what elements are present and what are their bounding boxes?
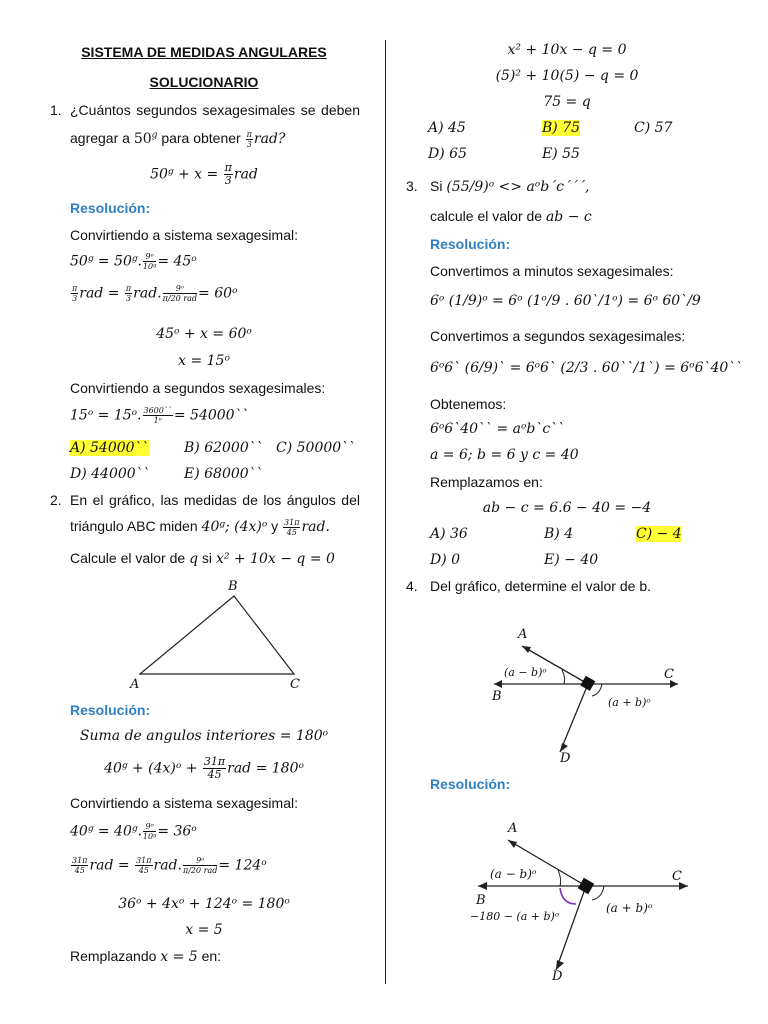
q1-line4: x = 15ᵒ <box>178 353 230 369</box>
q2-step5: 36ᵒ + 4xᵒ + 124ᵒ = 180ᵒ <box>118 896 290 912</box>
left-column <box>44 38 364 1024</box>
q2-frac-den: 45 <box>286 528 297 537</box>
q2-s4a-den: 45 <box>74 866 85 875</box>
right-column <box>402 36 743 1024</box>
q4-number: 4. <box>406 578 418 594</box>
q1-l1a: 50ᵍ = 50ᵍ. <box>70 253 142 270</box>
column-divider <box>385 40 386 984</box>
q1-l2c-num: π <box>125 284 132 293</box>
q4-figure <box>482 612 702 766</box>
q1-l1b: = 45ᵒ <box>157 253 197 270</box>
q3-min-heading: Convertimos a minutos sexagesimales: <box>430 263 674 279</box>
q1-text-part: para obtener <box>161 130 241 147</box>
q2-text-line2 <box>70 518 330 537</box>
q2-s4d: rad. <box>153 857 182 874</box>
fig2-label-apb: (a + b)ᵒ <box>606 901 653 915</box>
q3-text-line1 <box>430 178 589 195</box>
q2-q-var: q <box>189 551 199 567</box>
q2-s7a: Remplazando <box>70 948 157 964</box>
q2-step2 <box>44 756 364 781</box>
q2-step1: Suma de angulos interiores = 180ᵒ <box>79 728 329 744</box>
q2-step3 <box>70 822 197 841</box>
triangle-figure <box>130 578 310 692</box>
q1-text-part: agregar a <box>70 130 130 147</box>
fig2-label-b: B <box>476 893 486 908</box>
arc-a-plus-b <box>592 684 602 696</box>
q3-option-a: A) 36 <box>430 526 468 542</box>
q2-result2: (5)² + 10(5) − q = 0 <box>495 68 639 84</box>
q1-equation: 50ᵍ + x = $\frac{\pi}{3}$ rad <box>150 161 258 187</box>
arrow-b2-icon <box>478 882 487 890</box>
fig1-label-a: A <box>518 627 528 642</box>
q1-l1f-den: 10ᵍ <box>142 262 157 271</box>
q2-result3: 75 = q <box>543 94 591 110</box>
arrow-a2-icon <box>508 840 517 848</box>
q2-s4e-num: 9ᵒ <box>183 856 217 866</box>
vertex-marker-2 <box>578 878 594 894</box>
q2-s4c-num: 31π <box>136 856 152 865</box>
q2-s7b: x = 5 <box>160 949 198 965</box>
q1-grad-sup: g <box>151 130 158 141</box>
q1-option-c: C) 50000`` <box>276 440 356 456</box>
q3-remplazamos: Remplazamos en: <box>430 474 543 490</box>
q2-s2f-den: 45 <box>207 768 222 781</box>
q1-l2a-den: 3 <box>72 294 78 303</box>
arrow-b-icon <box>494 680 502 688</box>
q2-text-line1: En el gráfico, las medidas de los ángulos del <box>70 492 360 508</box>
fig1-label-amb: (a − b)ᵒ <box>504 666 547 679</box>
q1-l5b: = 54000`` <box>173 407 249 424</box>
q3-sec-eq: 6ᵒ6` (6/9)` = 6ᵒ6` (2/3 . 60``/1`) = 6ᵒ6`40`` <box>430 360 743 376</box>
arc-apb-2 <box>592 886 604 900</box>
q2-resolucion-heading: Resolución: <box>70 702 151 718</box>
q2-text-part: Calcule el valor de <box>70 550 186 566</box>
q2-step6: x = 5 <box>185 922 223 938</box>
q2-result1: x² + 10x − q = 0 <box>507 42 627 58</box>
q3-eq5: ab − c = 6.6 − 40 = −4 <box>482 500 652 516</box>
q2-s2f-num: 31π <box>203 755 226 768</box>
q3-condition: (55/9)ᵒ <> aᵒb´c´´´, <box>446 179 590 195</box>
q2-equation: x² + 10x − q = 0 <box>215 551 335 567</box>
q1-rad-text: rad? <box>253 131 286 148</box>
q1-eq-rad: rad <box>233 166 258 183</box>
q1-l2e-num: 9ᵒ <box>163 284 197 294</box>
page-title: SISTEMA DE MEDIDAS ANGULARES <box>81 44 327 60</box>
arc-purple <box>560 888 576 904</box>
q2-step7 <box>70 948 221 965</box>
arc-a-b <box>562 670 565 684</box>
q2-s2b: rad = 180ᵒ <box>227 760 304 777</box>
q3-text-line2 <box>430 208 592 225</box>
q3-number: 3. <box>406 178 418 194</box>
q2-s2a: 40ᵍ + (4x)ᵒ + <box>104 760 198 777</box>
q1-l5f-den: 1ᵒ <box>153 416 162 425</box>
fig2-label-c: C <box>672 869 682 884</box>
fig1-label-b: B <box>492 689 502 704</box>
q1-text-line2: agregar a 50$^g$ para obtener $\frac{\pi}{3}$ rad? <box>70 130 286 149</box>
q2-option-a: A) 45 <box>428 120 466 136</box>
q2-text-part: si <box>201 550 213 566</box>
fig1-label-d: D <box>560 751 571 766</box>
q2-text-part: triángulo ABC miden <box>70 518 198 535</box>
q2-s4b: rad = <box>89 857 130 874</box>
triangle-shape <box>140 596 294 674</box>
q2-text-line3 <box>70 550 335 567</box>
fig2-label-d: D <box>552 969 563 984</box>
q3-expression: ab − c <box>545 209 592 225</box>
q2-rad-text: rad. <box>301 519 330 536</box>
q1-l2b: rad = <box>79 285 120 302</box>
q2-s3f-num: 9ᵒ <box>143 822 156 832</box>
fig1-label-apb: (a + b)ᵒ <box>608 696 651 709</box>
arrow-a-icon <box>522 646 531 653</box>
q2-conv: Convirtiendo a sistema sexagesimal: <box>70 795 298 811</box>
q2-text-part: y <box>271 518 279 535</box>
ray-d-2 <box>556 886 586 970</box>
q3-option-e: E) − 40 <box>544 552 599 568</box>
q2-s7c: en: <box>201 948 222 964</box>
fig2-label-a: A <box>508 821 518 836</box>
q3-obtenemos: Obtenemos: <box>430 396 507 412</box>
q2-step4 <box>70 856 267 875</box>
q2-number: 2. <box>50 492 62 508</box>
arc-amb-2 <box>558 870 561 886</box>
q1-l2c-den: 3 <box>125 294 132 303</box>
page-subtitle: SOLUCIONARIO <box>149 74 259 90</box>
q1-l2d: rad. <box>133 285 162 302</box>
q1-text-line1: ¿Cuántos segundos sexagesimales se deben <box>70 102 360 118</box>
q1-line1 <box>70 252 197 271</box>
q1-line5 <box>70 406 249 425</box>
triangle-label-a: A <box>130 677 140 692</box>
q1-conv1: Convirtiendo a sistema sexagesimal: <box>70 227 298 243</box>
q1-l1f-num: 9ᵒ <box>143 252 156 262</box>
q3-option-b: B) 4 <box>544 526 574 542</box>
ray-d <box>560 684 588 752</box>
q1-line2 <box>70 284 237 303</box>
q1-grad-value: 50 <box>133 131 152 148</box>
q3-sec-heading: Convertimos a segundos sexagesimales: <box>430 328 686 344</box>
q2-s3f-den: 10ᵍ <box>142 832 157 841</box>
fig1-label-c: C <box>664 667 674 682</box>
q1-conv2: Convirtiendo a segundos sexagesimales: <box>70 380 326 396</box>
q1-l2a-num: π <box>72 284 78 293</box>
q2-s3b: = 36ᵒ <box>157 823 197 840</box>
q3-option-d: D) 0 <box>430 552 461 568</box>
q2-s4c-den: 45 <box>138 866 149 875</box>
q2-s4a-num: 31π <box>72 856 88 865</box>
q4-resolucion-heading: Resolución: <box>430 776 511 792</box>
q1-line3: 45ᵒ + x = 60ᵒ <box>156 326 252 342</box>
q2-s4e-den: π/20 rad <box>182 866 218 875</box>
q1-eq-left: 50ᵍ + x = <box>150 166 219 183</box>
q4-resolution-figure <box>462 812 702 984</box>
q3-resolucion-heading: Resolución: <box>430 236 511 252</box>
q3-min-eq: 6ᵒ (1/9)ᵒ = 6ᵒ (1ᵒ/9 . 60`/1ᵒ) = 6ᵒ 60`/9 <box>430 293 701 309</box>
q4-text: Del gráfico, determine el valor de b. <box>430 578 651 594</box>
q2-option-e: E) 55 <box>542 146 580 162</box>
q3-si: Si <box>430 178 443 194</box>
q1-option-b: B) 62000`` <box>184 440 263 456</box>
q2-s3a: 40ᵍ = 40ᵍ. <box>70 823 142 840</box>
q2-option-c: C) 57 <box>634 120 673 136</box>
q2-s4f: = 124ᵒ <box>218 857 267 874</box>
triangle-label-b: B <box>228 579 238 594</box>
q2-option-d: D) 65 <box>428 146 467 162</box>
q2-option-b: B) 75 <box>542 120 581 136</box>
q1-l5f-num: 3600`` <box>143 406 172 415</box>
vertex-marker <box>580 676 595 691</box>
q1-option-d: D) 44000`` <box>70 466 150 482</box>
q1-l5a: 15ᵒ = 15ᵒ. <box>70 407 142 424</box>
q2-angles: 40ᵍ; (4x)ᵒ <box>201 519 268 536</box>
q3-text-part: calcule el valor de <box>430 208 543 224</box>
q1-number: 1. <box>50 102 62 118</box>
q1-option-e: E) 68000`` <box>184 466 263 482</box>
q1-option-a: A) 54000`` <box>70 440 149 456</box>
q1-resolucion-heading: Resolución: <box>70 200 151 216</box>
fig2-label-amb: (a − b)ᵒ <box>490 867 537 881</box>
fig2-label-neg: −180 − (a + b)ᵒ <box>470 910 560 923</box>
q3-eq3: 6ᵒ6`40`` = aᵒb`c`` <box>430 421 565 437</box>
q3-option-c: C) − 4 <box>636 526 682 542</box>
q3-eq4: a = 6; b = 6 y c = 40 <box>430 447 579 463</box>
q1-l2f: = 60ᵒ <box>198 285 238 302</box>
triangle-label-c: C <box>290 677 300 692</box>
q1-l2e-den: π/20 rad <box>162 294 198 303</box>
q2-frac-num: 31π <box>284 518 300 527</box>
